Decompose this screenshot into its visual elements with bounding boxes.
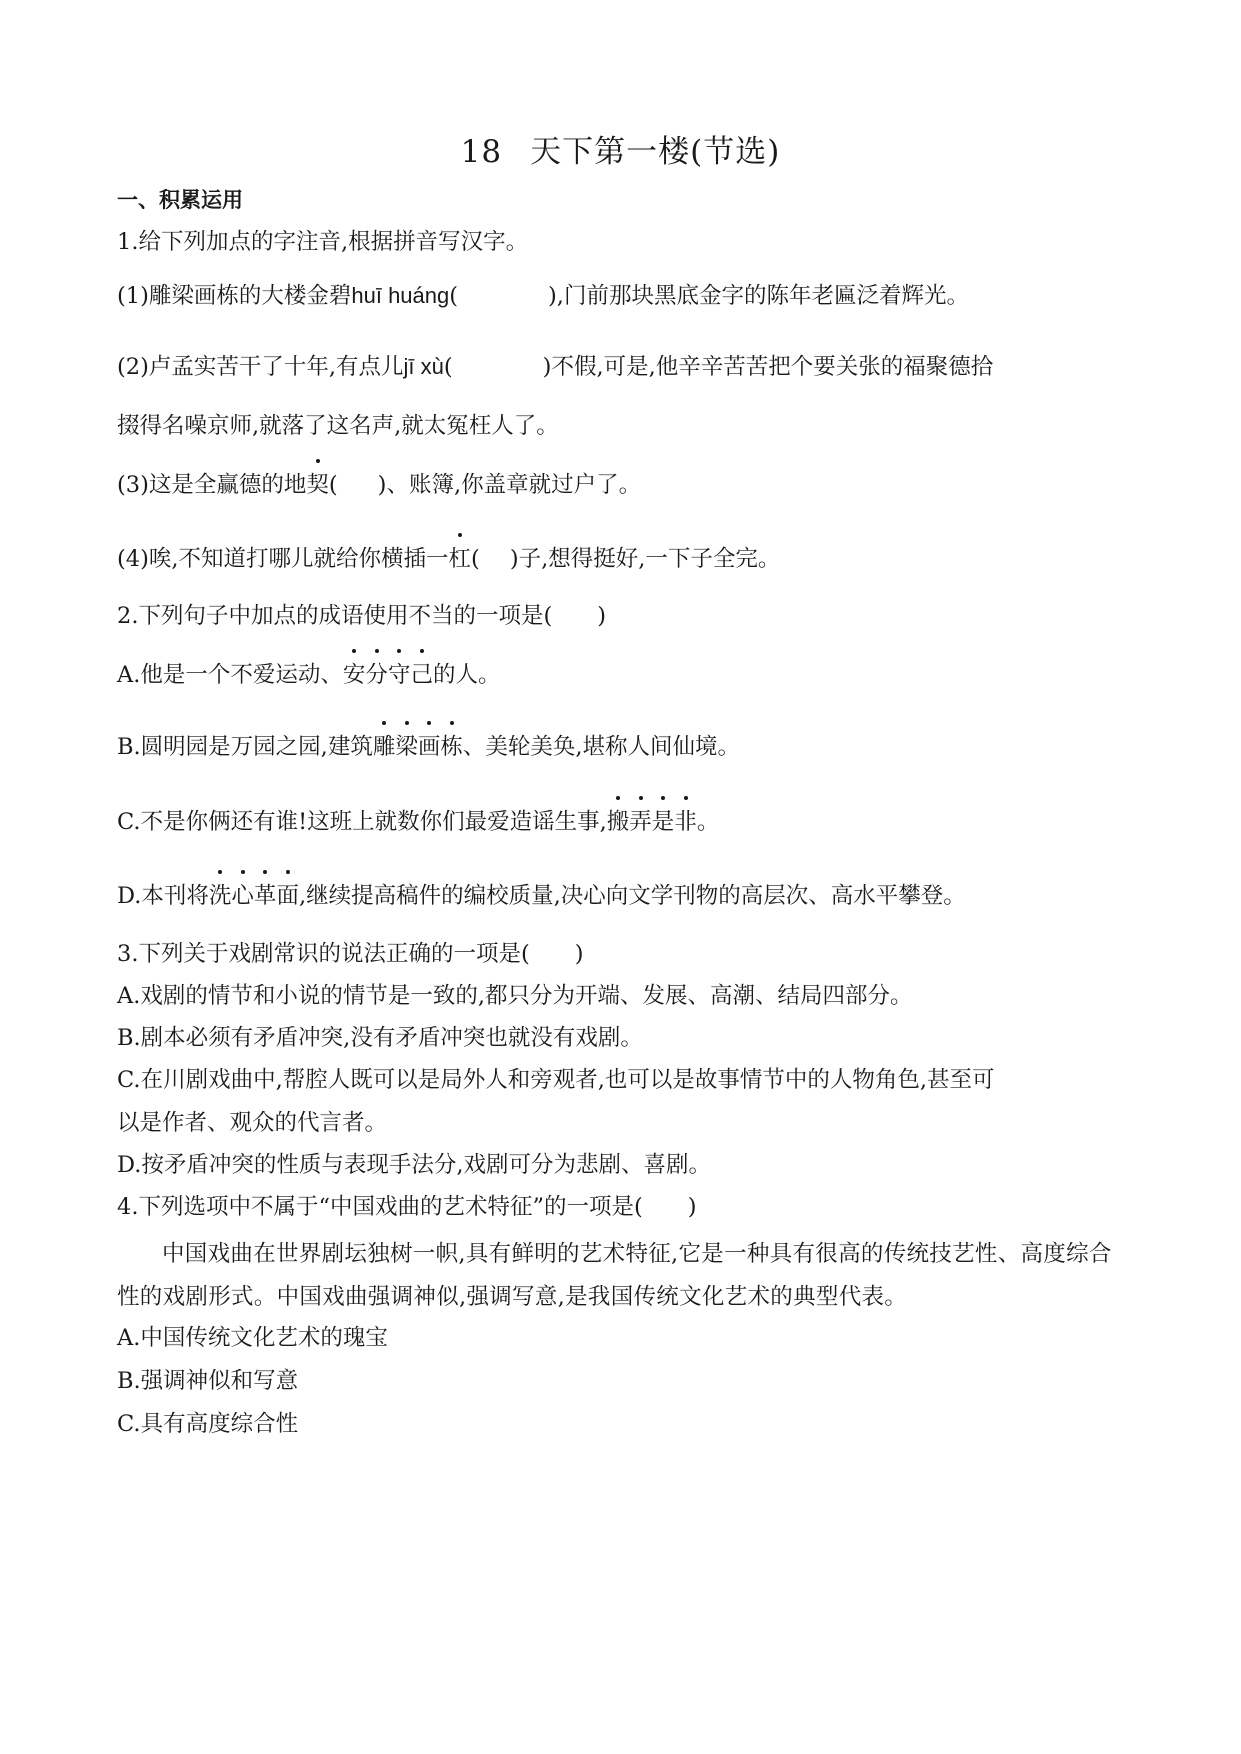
option-text: B.圆明园是万园之园,建筑	[117, 734, 373, 760]
open-paren: (	[471, 546, 480, 572]
dotted-char: 面	[276, 880, 299, 912]
q4-option-b[interactable]: B.强调神似和写意	[117, 1368, 299, 1394]
open-paren: (	[328, 472, 338, 498]
q3-option-d[interactable]: D.按矛盾冲突的性质与表现手法分,戏剧可分为悲剧、喜剧。	[117, 1152, 712, 1178]
q1-item-2-rest: )不假,可是,他辛辛苦苦把个要关张的福聚德拾	[542, 354, 994, 380]
option-text: A.他是一个不爱运动、	[117, 662, 343, 688]
q1-stem: 1.给下列加点的字注音,根据拼音写汉字。	[117, 229, 529, 255]
q4-stem: 4.下列选项中不属于“中国戏曲的艺术特征”的一项是( )	[117, 1194, 697, 1220]
q2-option-a[interactable]	[117, 659, 500, 691]
lesson-number: 18	[460, 134, 503, 170]
dotted-char: 洗	[209, 880, 232, 912]
q1-item-3-rest: )、账簿,你盖章就过户了。	[377, 472, 642, 498]
q2-option-c[interactable]	[117, 806, 719, 838]
q1-item-2-text: (2)卢孟实苦干了十年,有点儿	[117, 354, 404, 380]
q3-stem: 3.下列关于戏剧常识的说法正确的一项是( )	[117, 941, 584, 967]
dotted-char: 守	[388, 659, 411, 691]
q1-item-1	[117, 280, 969, 312]
q3-option-b[interactable]: B.剧本必须有矛盾冲突,没有矛盾冲突也就没有戏剧。	[117, 1025, 643, 1051]
q4-option-a[interactable]: A.中国传统文化艺术的瑰宝	[117, 1325, 388, 1351]
q1-item-4-rest: )子,想得挺好,一下子全完。	[509, 546, 781, 572]
dotted-char: 栋	[440, 731, 463, 763]
q1-item-1-text: (1)雕梁画栋的大楼金碧	[117, 283, 352, 309]
dotted-char: 画	[418, 731, 441, 763]
option-text: 的人。	[432, 662, 501, 688]
q1-item-4	[117, 543, 780, 575]
q4-passage: 中国戏曲在世界剧坛独树一帜,具有鲜明的艺术特征,它是一种具有很高的传统技艺性、高度综合性的戏剧形式。中国戏曲强调神似,强调写意,是我国传统文化艺术的典型代表。	[117, 1241, 1112, 1310]
q1-item-3-text: (3)这是全赢德的地	[117, 472, 307, 498]
page-title	[0, 132, 1241, 172]
option-text: ,继续提高稿件的编校质量,决心向文学刊物的高层次、高水平攀登。	[298, 883, 966, 909]
dotted-char: 革	[254, 880, 277, 912]
dotted-char: 心	[231, 880, 254, 912]
q2-option-b[interactable]	[117, 731, 740, 763]
dotted-char: 弄	[629, 806, 652, 838]
open-paren: (	[443, 354, 453, 380]
q1-item-1-pinyin: huī huáng	[351, 283, 450, 308]
dotted-char: 分	[365, 659, 388, 691]
q1-item-2-continued: 掇得名噪京师,就落了这名声,就太冤枉人了。	[117, 413, 559, 439]
dotted-char: 是	[652, 806, 675, 838]
option-text: D.本刊将	[117, 883, 209, 909]
q3-option-c[interactable]: C.在川剧戏曲中,帮腔人既可以是局外人和旁观者,也可以是故事情节中的人物角色,甚至可	[117, 1067, 995, 1093]
section-heading: 一、积累运用	[117, 188, 243, 212]
q2-option-d[interactable]	[117, 880, 966, 912]
dotted-char: 杠	[449, 543, 472, 575]
q2-stem: 2.下列句子中加点的成语使用不当的一项是( )	[117, 603, 607, 629]
q4-option-c[interactable]: C.具有高度综合性	[117, 1411, 299, 1437]
dotted-char: 契	[306, 469, 329, 501]
lesson-title: 天下第一楼(节选)	[530, 134, 781, 170]
dotted-char: 雕	[373, 731, 396, 763]
dotted-char: 己	[410, 659, 433, 691]
open-paren: (	[449, 283, 459, 309]
q1-item-2	[117, 351, 993, 383]
q3-option-c-continued: 以是作者、观众的代言者。	[117, 1110, 388, 1136]
option-text: 。	[696, 809, 720, 835]
option-text: C.不是你俩还有谁!这班上就数你们最爱造谣生事,	[117, 809, 607, 835]
dotted-char: 非	[674, 806, 697, 838]
option-text: 、美轮美奂,堪称人间仙境。	[462, 734, 741, 760]
dotted-char: 搬	[607, 806, 630, 838]
dotted-char: 梁	[395, 731, 418, 763]
q1-item-3	[117, 469, 641, 501]
q1-item-2-pinyin: jī xù	[403, 354, 444, 379]
q3-option-a[interactable]: A.戏剧的情节和小说的情节是一致的,都只分为开端、发展、高潮、结局四部分。	[117, 983, 913, 1009]
q1-item-4-text: (4)唉,不知道打哪儿就给你横插一	[117, 546, 449, 572]
q1-item-1-rest: ),门前那块黑底金字的陈年老匾泛着辉光。	[548, 283, 969, 309]
dotted-char: 安	[343, 659, 366, 691]
